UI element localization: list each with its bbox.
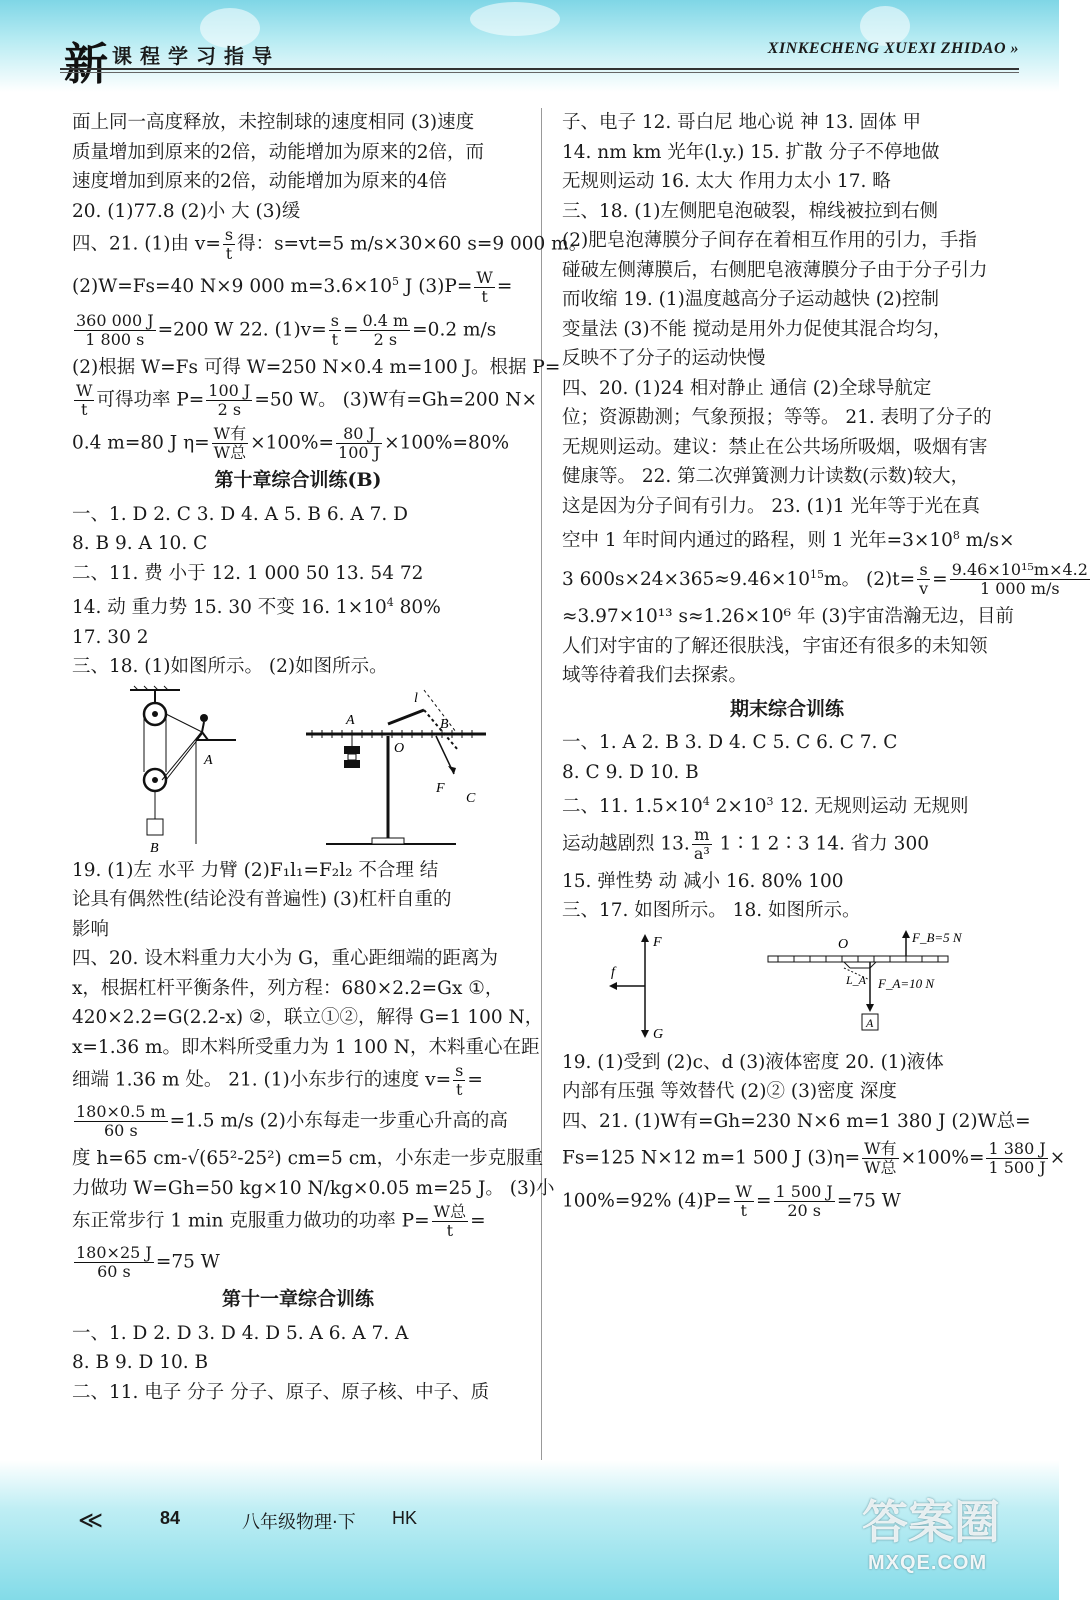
text-line: 影响 [72, 918, 110, 940]
text-line: 运动越剧烈 13. $\frac{m}{\text{a³}}$ 1∶1 2∶3 14. 省力 300 [562, 824, 929, 863]
double-chevron-left-icon: ≪ [78, 1506, 104, 1534]
fraction: $\frac{W}{t}$ [476, 267, 493, 306]
fraction: $\frac{360 000 J}{1 800 s}$ [76, 310, 154, 349]
text-line: 空中 1 年时间内通过的路程，则 1 光年$=3\times 10^8$ m/s× [562, 529, 1015, 552]
right-column [562, 108, 1088, 1221]
text-line: (2)肥皂泡薄膜分子间存在着相互作用的引力，手指 [562, 230, 977, 251]
fraction: $\frac{0.4 m}{2 s}$ [362, 310, 409, 349]
text-line: 20. (1)77.8 (2)小 大 (3)缓 [72, 200, 301, 222]
text-line: 位；资源勘测；气象预报；等等。 21. 表明了分子的 [562, 407, 992, 428]
label-A: A [204, 752, 213, 768]
pulley-diagram [100, 684, 240, 854]
fraction: $\frac{s}{t}$ [224, 225, 234, 263]
text-line: 细端 1.36 m 处。 21. (1)小东步行的速度 v= $\frac{s}{t}$ = [72, 1061, 483, 1100]
label-C: C [466, 790, 476, 806]
text-line: 17. 30 2 [72, 626, 149, 648]
figure-row [562, 928, 1012, 1046]
fraction: $\frac{\text{9.46×10¹⁵m×4.2}}{1 000 m/s}$ [951, 560, 1088, 599]
section-title: 期末综合训练 [729, 697, 844, 720]
text-line: 度 h=65 cm-√(65²-25²) cm=5 cm，小东走一步克服重 [72, 1148, 544, 1170]
fraction: $\frac{80 J}{100 J}$ [338, 424, 381, 463]
label-f: f [610, 964, 615, 980]
watermark-logo: 答案圈 [862, 1495, 1000, 1549]
text-line: 而收缩 19. (1)温度越高分子运动越快 (2)控制 [562, 289, 939, 310]
label-B: B [150, 840, 159, 856]
logo-char: 新 [64, 39, 108, 90]
text-line: Fs=125 N×12 m=1 500 J (3)η= $\frac{\text{W有}}{\text{W总}}$ ×100%= $\frac{1 380 J}{1 500 J}$ × [562, 1139, 1066, 1178]
section-title: 第十章综合训练(B) [214, 469, 382, 492]
fraction: $\frac{W}{t}$ [76, 381, 93, 420]
text-line: x，根据杠杆平衡条件，列方程：680×2.2=Gx ①， [72, 977, 504, 999]
fraction: $\frac{\text{W有}}{\text{W总}}$ [864, 1139, 897, 1178]
fraction: $\frac{\text{W有}}{\text{W总}}$ [213, 424, 247, 463]
text-line: 420×2.2=G(2.2-x) ②，联立①②，解得 G=1 100 N， [72, 1007, 544, 1029]
text-line: 二、11. $1.5\times 10^4$ $2\times 10^3$ 12. 无规则运动 无规则 [562, 795, 969, 818]
text-line: 速度增加到原来的2倍，动能增加为原来的4倍 [72, 171, 448, 192]
pulley-figure [100, 684, 240, 854]
section-title: 第十一章综合训练 [221, 1288, 374, 1311]
label-LA: L_A [845, 972, 866, 987]
text-line: 东正常步行 1 min 克服重力做功的功率 P= $\frac{\text{W总}}{t}$ = [72, 1202, 486, 1241]
text-line: 19. (1)左 水平 力臂 (2)F₁l₁=F₂l₂ 不合理 结 [72, 859, 439, 881]
footer-grade: 八年级物理·下 [242, 1512, 356, 1533]
lever-figure [296, 684, 496, 854]
text-line: 三、18. (1)如图所示。 (2)如图所示。 [72, 656, 388, 678]
text-line: 健康等。 22. 第二次弹簧测力计读数(示数)较大， [562, 466, 970, 487]
text-line: 反映不了分子的运动快慢 [562, 348, 766, 369]
fraction: $\frac{s}{t}$ [455, 1061, 464, 1100]
watermark-url: MXQE.COM [868, 1552, 988, 1574]
label-O: O [837, 936, 848, 952]
text-line: (2)根据 W=Fs 可得 W=250 N×0.4 m=100 J。根据 P= [72, 356, 561, 378]
label-FB: F_B=5 N [911, 929, 962, 945]
text-line: $\frac{180\times 0.5 m}{60 s}$ =1.5 m/s (2)小东每走一步重心升高的高 [76, 1102, 508, 1141]
text-line: $\frac{180\times 25 J}{60 s}$ =75 W [76, 1243, 220, 1282]
header-bubble [470, 2, 560, 36]
header-rule [60, 68, 1019, 70]
text-line: 三、18. (1)左侧肥皂泡破裂，棉线被拉到右侧 [562, 200, 939, 222]
lever-force-diagram [760, 928, 980, 1046]
fraction: $\frac{\text{W总}}{t}$ [433, 1202, 467, 1241]
text-line: 8. B 9. D 10. B [72, 1352, 209, 1374]
lever-force-figure [760, 928, 980, 1046]
text-line: 二、11. 电子 分子 分子、原子、原子核、中子、质 [72, 1381, 490, 1403]
fraction: $\frac{s}{v}$ [919, 560, 929, 599]
header-right-text: XINKECHENG XUEXI ZHIDAO » [767, 40, 1019, 57]
force-figure [595, 928, 695, 1046]
text-line: (2)W=Fs=40 N×9 000 $m=3.6\times 10^5$ J (3)P= $\frac{W}{t}$ = [72, 267, 513, 306]
text-line: 变量法 (3)不能 搅动是用外力促使其混合均匀， [562, 318, 952, 340]
label-O: O [394, 740, 405, 756]
left-column [72, 108, 588, 1407]
text-line: 四、21. (1)W有=Gh=230 N×6 m=1 380 J (2)W总= [562, 1110, 1031, 1132]
header-title: 课程学习指导 [112, 44, 280, 68]
text-line: 无规则运动 16. 太大 作用力太小 17. 略 [562, 171, 891, 192]
text-line: 无规则运动。建议：禁止在公共场所吸烟，吸烟有害 [562, 436, 988, 458]
text-line: 碰破左侧薄膜后，右侧肥皂液薄膜分子由于分子引力 [562, 259, 988, 281]
lever-diagram [296, 684, 496, 854]
text-line: 三、17. 如图所示。 18. 如图所示。 [562, 900, 861, 922]
fraction: $\frac{100 J}{2 s}$ [208, 381, 251, 420]
text-line: 一、1. A 2. B 3. D 4. C 5. C 6. C 7. C [562, 732, 898, 754]
text-line: 0.4 m=80 J η= $\frac{\text{W有}}{\text{W总}}$ ×100%= $\frac{80 J}{100 J}$ ×100%=80% [72, 424, 510, 463]
header-rule-thin [60, 72, 1019, 73]
fraction: $\frac{s}{t}$ [330, 310, 339, 349]
fraction: $\frac{1 500 J}{20 s}$ [775, 1182, 833, 1221]
text-line: 8. C 9. D 10. B [562, 761, 699, 783]
fraction: $\frac{180\times 25 J}{60 s}$ [76, 1243, 152, 1282]
figure-row [72, 684, 524, 854]
text-line: 域等待着我们去探索。 [562, 665, 748, 687]
text-line: 质量增加到原来的2倍，动能增加为原来的2倍，而 [72, 141, 485, 163]
fraction: $\frac{W}{t}$ [735, 1182, 752, 1221]
text-line: 面上同一高度释放，未控制球的速度相同 (3)速度 [72, 112, 475, 133]
text-line: 一、1. D 2. C 3. D 4. A 5. B 6. A 7. D [72, 503, 408, 525]
footer-edition: HK [392, 1508, 418, 1528]
text-line: 一、1. D 2. D 3. D 4. D 5. A 6. A 7. A [72, 1322, 409, 1344]
page-number: 84 [160, 1508, 181, 1528]
label-F: F [652, 934, 662, 950]
text-line: 3 $600s\times 24\times 365\approx 9.46\times 10^{15}m$。 (2)t= $\frac{s}{v}$ = $\frac{\text{9.46×10¹⁵m×4.2}}{1 000 m/s}$ [562, 560, 1088, 599]
fraction: $\frac{m}{\text{a³}}$ [693, 824, 710, 863]
force-diagram [595, 928, 695, 1046]
text-line: ≈3.97×10¹³ s≈1.26×10⁶ 年 (3)宇宙浩瀚无边，目前 [562, 606, 1015, 628]
fraction: $\frac{1 380 J}{1 500 J}$ [988, 1139, 1046, 1178]
text-line: 力做功 W=Gh=50 kg×10 N/kg×0.05 m=25 J。 (3)小 [72, 1177, 555, 1199]
text-line: 四、21. (1)由 v= $\frac{s}{t}$ 得：s=vt=5 m/s×30×60 s=9 000 m。 [72, 225, 588, 263]
column-divider [541, 108, 542, 1488]
text-line: $\frac{360 000 J}{1 800 s}$ =200 W 22. (1)v= $\frac{s}{t}$ = $\frac{0.4 m}{2 s}$ =0.2 m/s [76, 310, 497, 349]
text-line: 论具有偶然性(结论没有普遍性) (3)杠杆自重的 [72, 889, 452, 911]
text-line: 19. (1)受到 (2)c、d (3)液体密度 20. (1)液体 [562, 1051, 944, 1073]
text-line: $\frac{W}{t}$ 可得功率 P= $\frac{100 J}{2 s}$ =50 W。 (3)W有=Gh=200 N× [76, 381, 537, 420]
text-line: 14. nm km 光年(l.y.) 15. 扩散 分子不停地做 [562, 141, 940, 163]
fraction: $\frac{180\times 0.5 m}{60 s}$ [76, 1102, 166, 1141]
label-B: B [440, 716, 449, 732]
text-line: 15. 弹性势 动 减小 16. 80% 100 [562, 870, 844, 892]
label-A: A [865, 1015, 873, 1030]
text-line: 四、20. (1)24 相对静止 通信 (2)全球导航定 [562, 377, 932, 399]
label-F: F [436, 780, 445, 796]
label-FA: F_A=10 N [877, 975, 934, 991]
label-G: G [652, 1026, 663, 1042]
chevrons-icon: » [1010, 40, 1019, 57]
label-A: A [346, 712, 355, 728]
text-line: 二、11. 费 小于 12. 1 000 50 13. 54 72 [72, 562, 424, 584]
text-line: 子、电子 12. 哥白尼 地心说 神 13. 固体 甲 [562, 112, 922, 133]
text-line: 8. B 9. A 10. C [72, 533, 208, 555]
text-line: 100%=92% (4)P= $\frac{W}{t}$ = $\frac{1 500 J}{20 s}$ =75 W [562, 1182, 901, 1221]
text-line: 14. 动 重力势 15. 30 不变 16. $1\times 10^4$ 80% [72, 596, 441, 619]
text-line: 内部有压强 等效替代 (2)② (3)密度 深度 [562, 1081, 897, 1103]
text-line: 四、20. 设木料重力大小为 G，重心距细端的距离为 [72, 948, 498, 970]
label-l: l [414, 690, 418, 706]
text-line: 人们对宇宙的了解还很肤浅，宇宙还有很多的未知领 [562, 635, 988, 657]
text-line: 这是因为分子间有引力。 23. (1)1 光年等于光在真 [562, 495, 981, 517]
text-line: x=1.36 m。即木料所受重力为 1 100 N，木料重心在距 [72, 1036, 540, 1058]
